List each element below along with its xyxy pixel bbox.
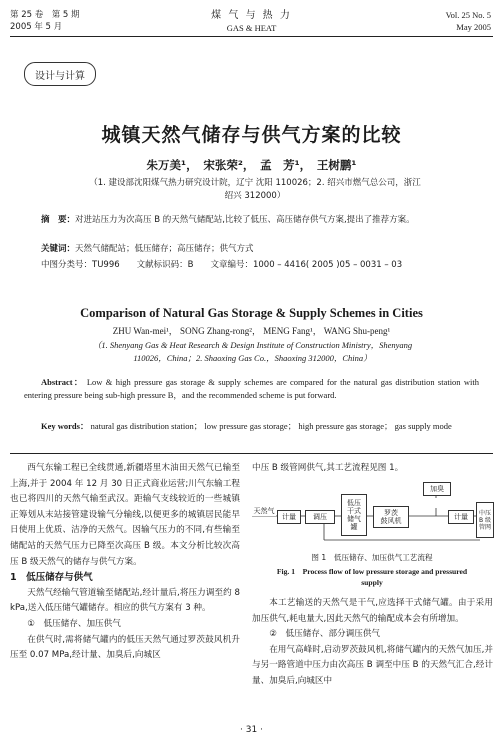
figure-caption-zh: 图 1 低压储存、加压供气工艺流程	[311, 553, 433, 562]
flow-input-label: 天然气	[253, 507, 275, 515]
body-paragraph: 在用气高峰时,启动罗茨鼓风机,将储气罐内的天然气加压,并与另一路管道中压力由次高压 B 调至中压 B 的天然气汇合,经计量、加臭后,向城区中	[252, 644, 493, 686]
affiliation	[40, 177, 470, 203]
body-paragraph: 天然气经输气管道输至储配站,经计量后,将压力调至约 8 kPa,送入低压储气罐储存。相应的供气方案有 3 种。	[10, 587, 240, 614]
header-journal-en: GAS & HEAT	[226, 23, 277, 33]
abstract-text: 对进站压力为次高压 B 的天然气储配站,比较了低压、高压储存供气方案,提出了推荐方案。	[75, 215, 415, 225]
flow-diagram	[252, 478, 492, 548]
figure-caption-en-cont: supply	[361, 578, 383, 587]
english-abstract-label: Abstract：	[41, 377, 84, 387]
keywords-text: 天然气储配站；低压储存；高压储存；供气方式	[75, 244, 254, 254]
keywords-label: 关键词：	[41, 244, 76, 254]
header-date-en: May 2005	[456, 22, 491, 32]
authors: 朱万美¹， 宋张荣²， 孟 芳¹， 王树鹏¹	[146, 158, 357, 172]
header-date-zh: 2005 年 5 月	[10, 22, 63, 32]
body-paragraph: 中压 B 级管网供气,其工艺流程见图 1。	[252, 463, 404, 473]
flow-gasholder-box: 低压 干式 储气 罐	[341, 494, 367, 536]
english-keywords	[24, 420, 479, 433]
english-title: Comparison of Natural Gas Storage & Supply Schemes in Cities	[80, 306, 423, 320]
flow-regulator-box: 调压	[305, 510, 335, 524]
right-column-bottom	[252, 596, 493, 690]
body-paragraph: 在供气时,需将储气罐内的低压天然气通过罗茨鼓风机升压至 0.07 MPa,经计量、加臭后,向城区	[10, 634, 240, 661]
body-paragraph: 西气东输工程已全线贯通,新疆塔里木油田天然气已输至上海,并于 2004 年 12 月 30 日正式商业运营;川气东输工程也已将四川的天然气输至武汉。距输气支线较近的一些城镇正筹划从末站接管建设输气分输线,以便更多的城镇居民能早日使用上优质、洁净的天然气。因输气压力的不同,有些输至储配站的天然气压力已降至次高压 B 级。本文分析比较次高压 B 级天然气的储存与供气方案。	[10, 463, 240, 567]
section-tag: 设计与计算	[24, 62, 96, 86]
affiliation-line: 绍兴 312000）	[224, 191, 286, 201]
flow-network-box: 中压 B 级 管网	[476, 502, 494, 538]
right-column-top	[252, 461, 493, 477]
subsection-heading: ① 低压储存、加压供气	[27, 618, 121, 629]
english-abstract	[24, 376, 479, 402]
english-keywords-text: natural gas distribution station； low pressure gas storage； high pressure gas storage； gas supply mode	[90, 421, 452, 431]
section-heading: 1 低压储存与供气	[10, 572, 93, 584]
header-volume-zh: 第 25 卷 第 5 期	[10, 10, 80, 20]
flow-meter2-box: 计量	[448, 510, 474, 524]
english-affiliation-line: 110026，China；2. Shaoxing Gas Co.，Shaoxing 312000，China）	[133, 353, 372, 363]
left-column	[10, 461, 240, 664]
flow-meter-box: 计量	[277, 510, 301, 524]
flow-blower-box: 罗茨 鼓风机	[373, 506, 409, 528]
subsection-heading: ② 低压储存、部分调压供气	[269, 629, 381, 640]
header-rule	[10, 36, 493, 37]
english-affiliation	[30, 339, 475, 365]
english-affiliation-line: （1. Shenyang Gas & Heat Research & Design Institute of Construction Ministry，Shenyang	[92, 340, 413, 350]
flow-odorizer-box: 加臭	[423, 482, 451, 496]
body-paragraph: 本工艺输送的天然气是干气,应选择干式储气罐。由于采用加压供气,耗电量大,因此天然气的输配成本会有所增加。	[252, 598, 493, 624]
english-authors: ZHU Wan-mei¹， SONG Zhang-rong²， MENG Fang¹， WANG Shu-peng¹	[112, 326, 391, 336]
english-keywords-label: Key words：	[41, 421, 89, 431]
figure-caption-en: Fig. 1 Process flow of low pressure storage and pressured	[276, 567, 468, 576]
classification: 中图分类号：TU996 文献标识码：B 文章编号：1000 – 4416( 2005 )05 – 0031 – 03	[41, 260, 403, 270]
affiliation-line: （1. 建设部沈阳煤气热力研究设计院，辽宁 沈阳 110026；2. 绍兴市燃气总公司，浙江	[89, 178, 421, 188]
keywords-zh	[24, 243, 479, 256]
english-abstract-text: Low & high pressure gas storage & supply schemes are compared for the natural gas distribution station with entering pressure being sub-high pressure B，and the recommended scheme is put forward.	[24, 377, 479, 400]
paper-title: 城镇天然气储存与供气方案的比较	[101, 124, 402, 146]
header-volume-en: Vol. 25 No. 5	[445, 10, 491, 20]
abstract-zh	[24, 214, 479, 227]
abstract-label: 摘 要：	[41, 215, 76, 225]
page-number: · 31 ·	[240, 725, 263, 735]
header-journal-zh: 煤 气 与 热 力	[211, 10, 292, 21]
abstract-rule	[10, 453, 493, 454]
